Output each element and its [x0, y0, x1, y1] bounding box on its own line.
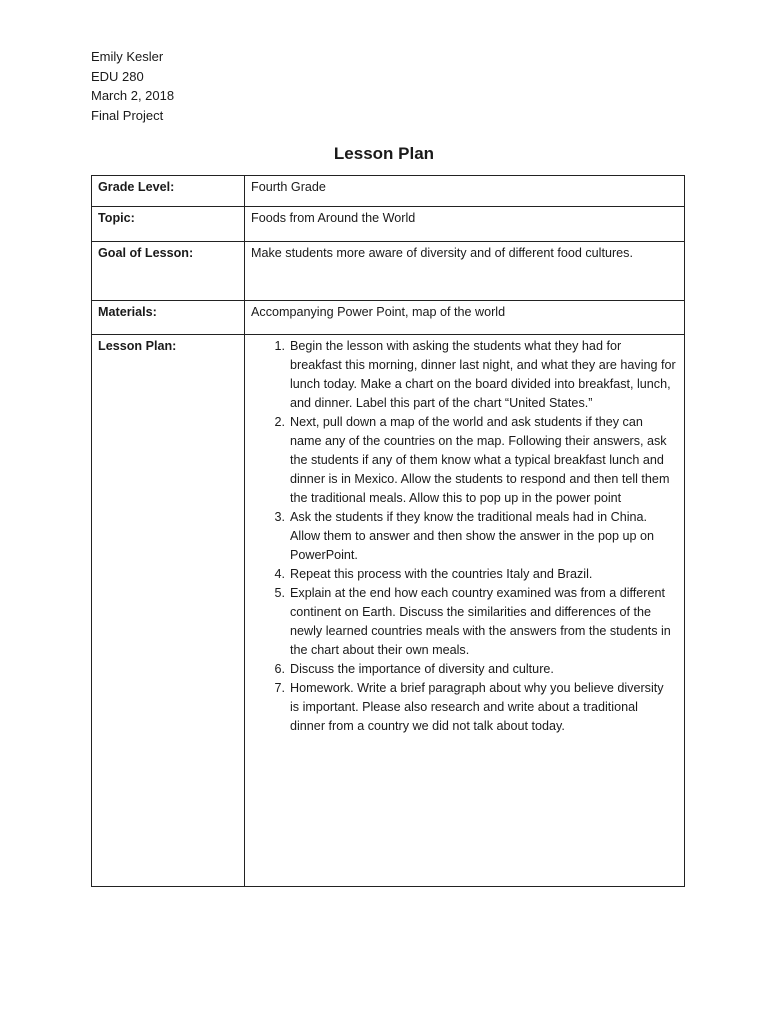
- row-value-materials: Accompanying Power Point, map of the world: [245, 301, 685, 335]
- list-item: 7. Homework. Write a brief paragraph about why you believe diversity is important. Please also research and write about a traditional dinner from a country we did not talk about today.: [274, 681, 664, 733]
- row-value-topic: Foods from Around the World: [245, 207, 685, 242]
- row-value-grade-level: Fourth Grade: [245, 176, 685, 207]
- course-code: EDU 280: [91, 68, 144, 84]
- list-item: 5. Explain at the end how each country examined was from a different continent on Earth. Discuss the similarities and differences of the newly learned countries meals with the answers from the students in the chart about their own meals.: [274, 586, 671, 657]
- document-header: [91, 47, 174, 125]
- table-row: [92, 301, 685, 335]
- list-item: 3. Ask the students if they know the traditional meals had in China. Allow them to answer and then show the answer in the pop up on PowerPoint.: [274, 510, 655, 562]
- row-value-goal: Make students more aware of diversity and of different food cultures.: [245, 242, 685, 301]
- row-label-materials: Materials:: [92, 301, 245, 335]
- table-row: [92, 176, 685, 207]
- row-value-lesson-steps: [245, 335, 685, 887]
- author-name: Emily Kesler: [91, 49, 164, 64]
- table-row: [92, 242, 685, 301]
- list-item: 2. Next, pull down a map of the world and ask students if they can name any of the countries on the map. Following their answers, ask the students if any of them know what a typical breakfast lunch and dinner is in Mexico. Allow the students to respond and then tell them the traditional meals. Allow this to pop up in the power point: [274, 415, 670, 505]
- row-label-goal: Goal of Lesson:: [92, 242, 245, 301]
- list-item: 4. Repeat this process with the countries Italy and Brazil.: [274, 567, 593, 581]
- lesson-steps-list: [245, 337, 684, 736]
- lesson-plan-table: [91, 175, 685, 887]
- row-label-lesson-plan: Lesson Plan:: [92, 335, 245, 887]
- table-row: [92, 207, 685, 242]
- row-label-topic: Topic:: [92, 207, 245, 242]
- row-label-grade-level: Grade Level:: [92, 176, 245, 207]
- assignment-name: Final Project: [91, 107, 164, 123]
- table-row: [92, 335, 685, 887]
- list-item: 6. Discuss the importance of diversity and culture.: [274, 662, 554, 676]
- document-date: March 2, 2018: [91, 88, 175, 103]
- page-title: Lesson Plan: [333, 144, 435, 163]
- list-item: 1. Begin the lesson with asking the students what they had for breakfast this morning, dinner last night, and what they are having for lunch today. Make a chart on the board divided into breakfast, lunch, and dinner. Label this part of the chart “United States.”: [274, 339, 676, 410]
